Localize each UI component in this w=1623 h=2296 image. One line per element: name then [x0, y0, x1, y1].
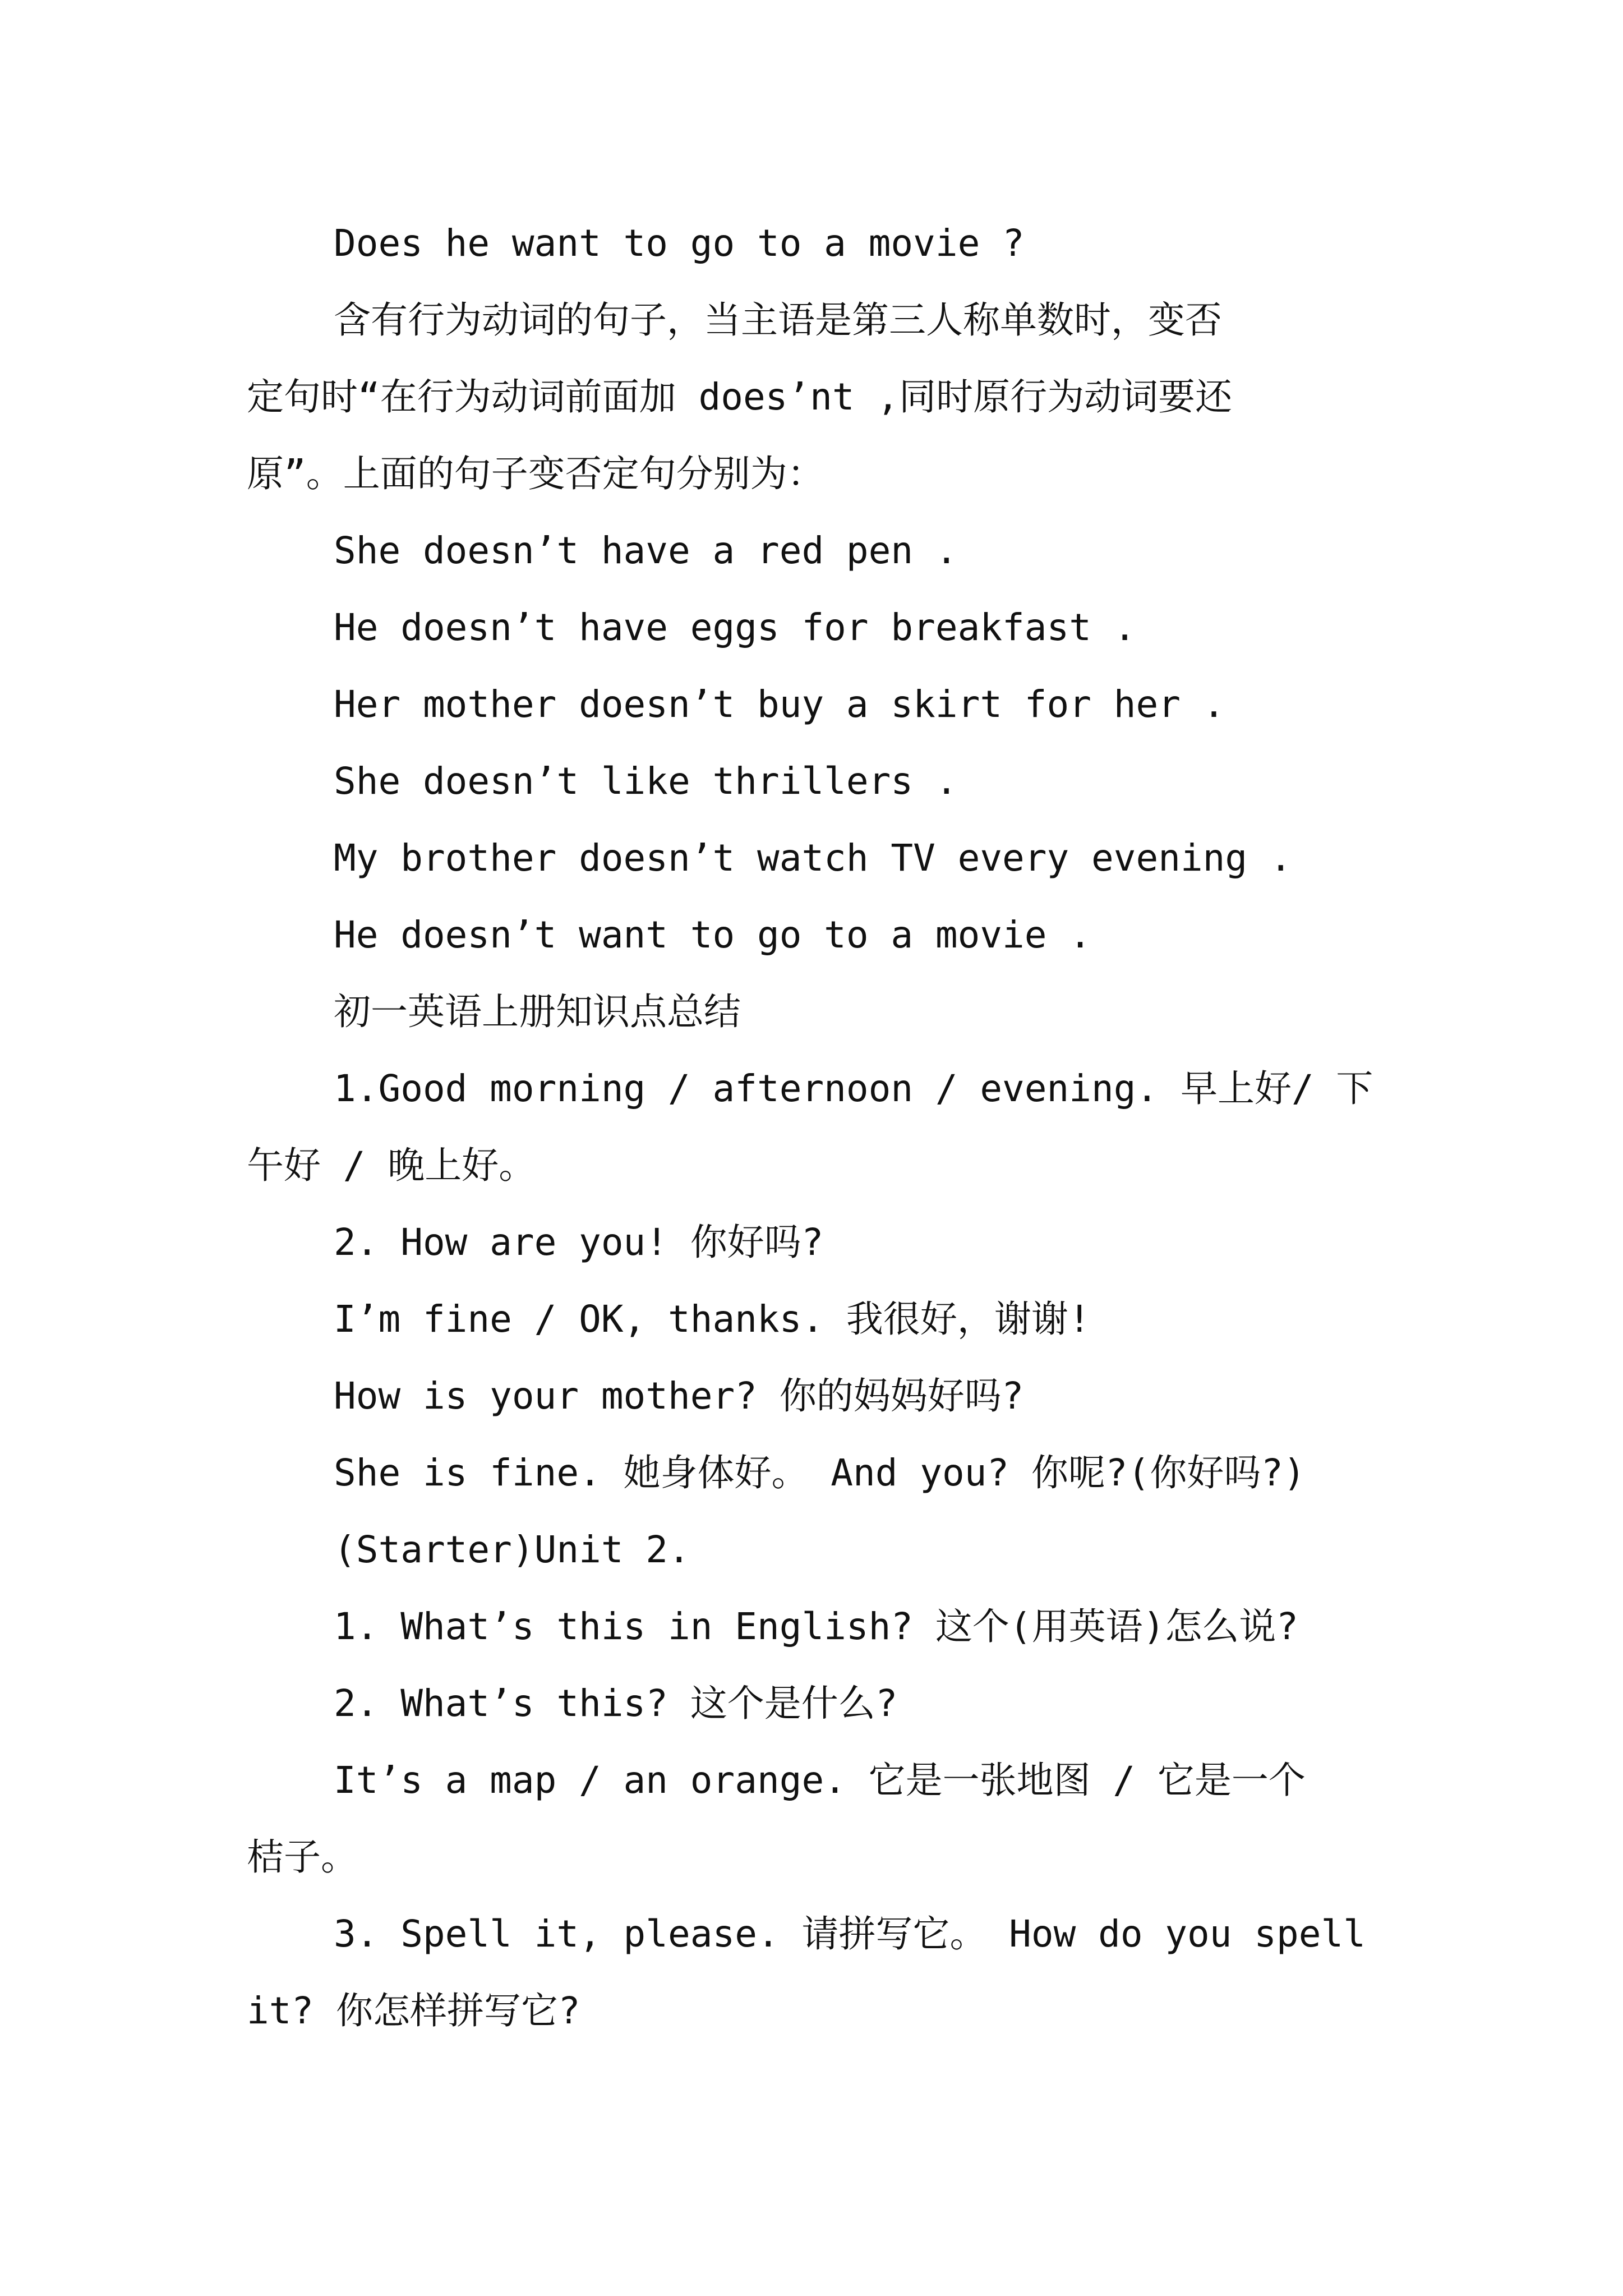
negative-example-2: He doesn’t have eggs for breakfast . [334, 606, 1136, 649]
negative-example-4: She doesn’t like thrillers . [334, 760, 958, 803]
grammar-rule-line-3: 原”。上面的句子变否定句分别为： [247, 452, 824, 495]
greeting-item-1-line-2: 午好 / 晚上好。 [247, 1144, 536, 1187]
unit-item-1: 1. What’s this in English? 这个(用英语)怎么说? [334, 1605, 1299, 1648]
greeting-reply: I’m fine / OK, thanks. 我很好，谢谢! [334, 1297, 1091, 1341]
grammar-rule-line-1: 含有行为动词的句子，当主语是第三人称单数时，变否 [334, 298, 1222, 342]
negative-example-6: He doesn’t want to go to a movie . [334, 913, 1092, 956]
greeting-mother-reply: She is fine. 她身体好。 And you? 你呢?(你好吗?) [334, 1451, 1306, 1494]
unit-item-3-line-2: it? 你怎样拼写它? [247, 1989, 580, 2032]
negative-example-1: She doesn’t have a red pen . [334, 529, 958, 572]
unit-item-2-answer-line-1: It’s a map / an orange. 它是一张地图 / 它是一个 [334, 1759, 1306, 1802]
example-question: Does he want to go to a movie ? [334, 222, 1025, 265]
greeting-item-2: 2. How are you! 你好吗? [334, 1221, 824, 1264]
greeting-item-1-line-1: 1.Good morning / afternoon / evening. 早上好/ 下 [334, 1067, 1373, 1110]
greeting-mother-question: How is your mother? 你的妈妈好吗? [334, 1374, 1024, 1418]
unit-item-2: 2. What’s this? 这个是什么? [334, 1682, 898, 1725]
document-body [247, 205, 1391, 2049]
unit-heading: (Starter)Unit 2. [334, 1528, 690, 1571]
unit-item-3-line-1: 3. Spell it, please. 请拼写它。 How do you spell [334, 1912, 1366, 1955]
section-title: 初一英语上册知识点总结 [334, 990, 741, 1033]
unit-item-2-answer-line-2: 桔子。 [247, 1835, 358, 1879]
negative-example-3: Her mother doesn’t buy a skirt for her . [334, 683, 1225, 726]
negative-example-5: My brother doesn’t watch TV every evening . [334, 836, 1292, 880]
grammar-rule-line-2: 定句时“在行为动词前面加 does’nt ,同时原行为动词要还 [247, 375, 1233, 418]
